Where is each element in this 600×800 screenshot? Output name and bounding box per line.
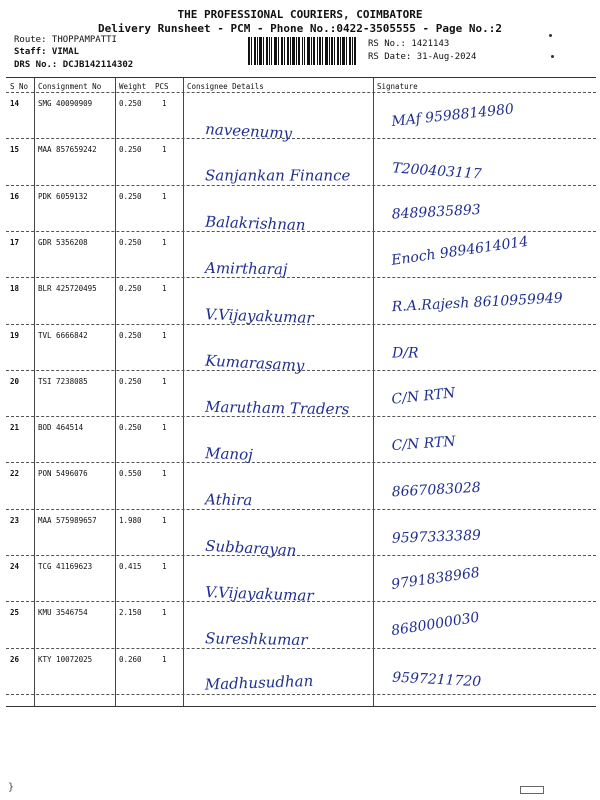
weight-value: 0.250 — [119, 376, 142, 386]
col-header-consignment: Consignment No — [38, 82, 102, 91]
handwritten-signature: 9791838968 — [390, 564, 481, 593]
drs-number: DRS No.: DCJB142114302 — [14, 60, 134, 70]
handwritten-signature: C/N RTN — [390, 385, 457, 408]
consignment-number: PON 5496076 — [38, 469, 88, 479]
pcs-count: 1 — [162, 654, 167, 664]
col-header-pcs: PCS — [155, 82, 169, 91]
rs-number: RS No.: 1421143 — [368, 39, 450, 49]
weight-value: 0.250 — [119, 99, 142, 108]
company-title: THE PROFESSIONAL COURIERS, COIMBATORE — [177, 8, 423, 21]
row-sno: 20 — [10, 376, 20, 386]
row-sno: 18 — [10, 284, 20, 294]
row-sno: 15 — [10, 145, 20, 155]
pcs-count: 1 — [162, 99, 167, 108]
row-sno: 17 — [10, 237, 20, 247]
handwritten-consignee: Marutham Traders — [204, 397, 350, 419]
weight-value: 2.150 — [119, 608, 142, 618]
handwritten-consignee: Athira — [204, 490, 253, 510]
handwritten-signature: T200403117 — [391, 160, 483, 183]
row-sno: 21 — [10, 423, 20, 433]
row-sno: 19 — [10, 330, 20, 340]
handwritten-consignee: Kumarasamy — [204, 351, 305, 375]
pcs-count: 1 — [162, 237, 167, 247]
weight-value: 0.260 — [119, 654, 142, 664]
staff-label: Staff: VIMAL — [14, 47, 80, 57]
handwritten-signature: Enoch 9894614014 — [390, 233, 530, 269]
weight-value: 0.250 — [119, 145, 142, 155]
handwritten-consignee: naveenumy — [204, 120, 293, 143]
col-header-consignee: Consignee Details — [187, 82, 264, 91]
pcs-count: 1 — [162, 376, 167, 386]
handwritten-signature: 9597333389 — [391, 527, 482, 547]
col-header-weight: Weight — [119, 82, 147, 91]
handwritten-signature: 8489835893 — [391, 201, 482, 223]
weight-value: 0.250 — [119, 191, 142, 201]
weight-value: 0.250 — [119, 330, 142, 340]
weight-value: 1.980 — [119, 515, 142, 525]
pcs-count: 1 — [162, 608, 167, 618]
handwritten-consignee: Sanjankan Finance — [205, 166, 351, 185]
pcs-count: 1 — [162, 515, 167, 525]
consignment-number: TSI 7238085 — [38, 376, 88, 386]
pcs-count: 1 — [162, 330, 167, 340]
handwritten-consignee: Balakrishnan — [204, 212, 306, 235]
consignment-number: MAA 575989657 — [38, 515, 97, 525]
pcs-count: 1 — [162, 145, 167, 155]
page-edge-mark: } — [8, 782, 15, 793]
consignment-number: TVL 6666842 — [38, 330, 88, 340]
pcs-count: 1 — [162, 423, 167, 433]
consignment-number: KMU 3546754 — [38, 608, 88, 618]
row-sno: 14 — [10, 99, 20, 108]
route-label: Route: THOPPAMPATTI — [14, 35, 117, 45]
consignment-number: TCG 41169623 — [38, 562, 93, 571]
handwritten-signature: R.A.Rajesh 8610959949 — [391, 290, 564, 316]
handwritten-consignee: Manoj — [204, 444, 254, 464]
consignment-number: KTY 10072025 — [38, 654, 93, 664]
handwritten-signature: C/N RTN — [391, 433, 457, 455]
pcs-count: 1 — [162, 284, 167, 294]
col-header-signature: Signature — [377, 82, 418, 91]
consignment-number: MAA 857659242 — [38, 145, 97, 155]
col-header-sno: S No — [10, 82, 29, 91]
runsheet-subtitle: Delivery Runsheet - PCM - Phone No.:0422-3505555 - Page No.:2 — [98, 22, 502, 35]
handwritten-signature: 9597211720 — [391, 669, 482, 691]
handwritten-signature: MAf 9598814980 — [390, 101, 515, 130]
handwritten-consignee: Madhusudhan — [204, 671, 314, 694]
pcs-count: 1 — [162, 562, 167, 571]
handwritten-consignee: V.Vijayakumar — [204, 583, 314, 605]
row-sno: 22 — [10, 469, 20, 479]
row-sno: 26 — [10, 654, 20, 664]
handwritten-consignee: Subbarayan — [204, 536, 297, 560]
handwritten-signature: 8680000030 — [390, 609, 481, 640]
row-sno: 25 — [10, 608, 20, 618]
handwritten-consignee: Amirtharaj — [204, 258, 288, 279]
row-sno: 24 — [10, 562, 20, 571]
weight-value: 0.550 — [119, 469, 142, 479]
handwritten-consignee: Sureshkumar — [204, 629, 308, 650]
rs-date: RS Date: 31-Aug-2024 — [368, 52, 477, 62]
consignment-number: GDR 5356208 — [38, 237, 88, 247]
pcs-count: 1 — [162, 191, 167, 201]
row-sno: 16 — [10, 191, 20, 201]
row-sno: 23 — [10, 515, 20, 525]
consignment-number: BOD 464514 — [38, 423, 84, 433]
handwritten-signature: D/R — [392, 345, 419, 362]
consignment-number: PDK 6059132 — [38, 191, 88, 201]
consignment-number: BLR 425720495 — [38, 284, 97, 294]
corner-mark — [520, 786, 544, 794]
weight-value: 0.250 — [119, 423, 142, 433]
weight-value: 0.250 — [119, 237, 142, 247]
handwritten-consignee: V.Vijayakumar — [204, 305, 314, 327]
weight-value: 0.415 — [119, 562, 142, 571]
handwritten-signature: 8667083028 — [391, 479, 482, 501]
weight-value: 0.250 — [119, 284, 142, 294]
consignment-number: SMG 40090909 — [38, 99, 93, 108]
pcs-count: 1 — [162, 469, 167, 479]
